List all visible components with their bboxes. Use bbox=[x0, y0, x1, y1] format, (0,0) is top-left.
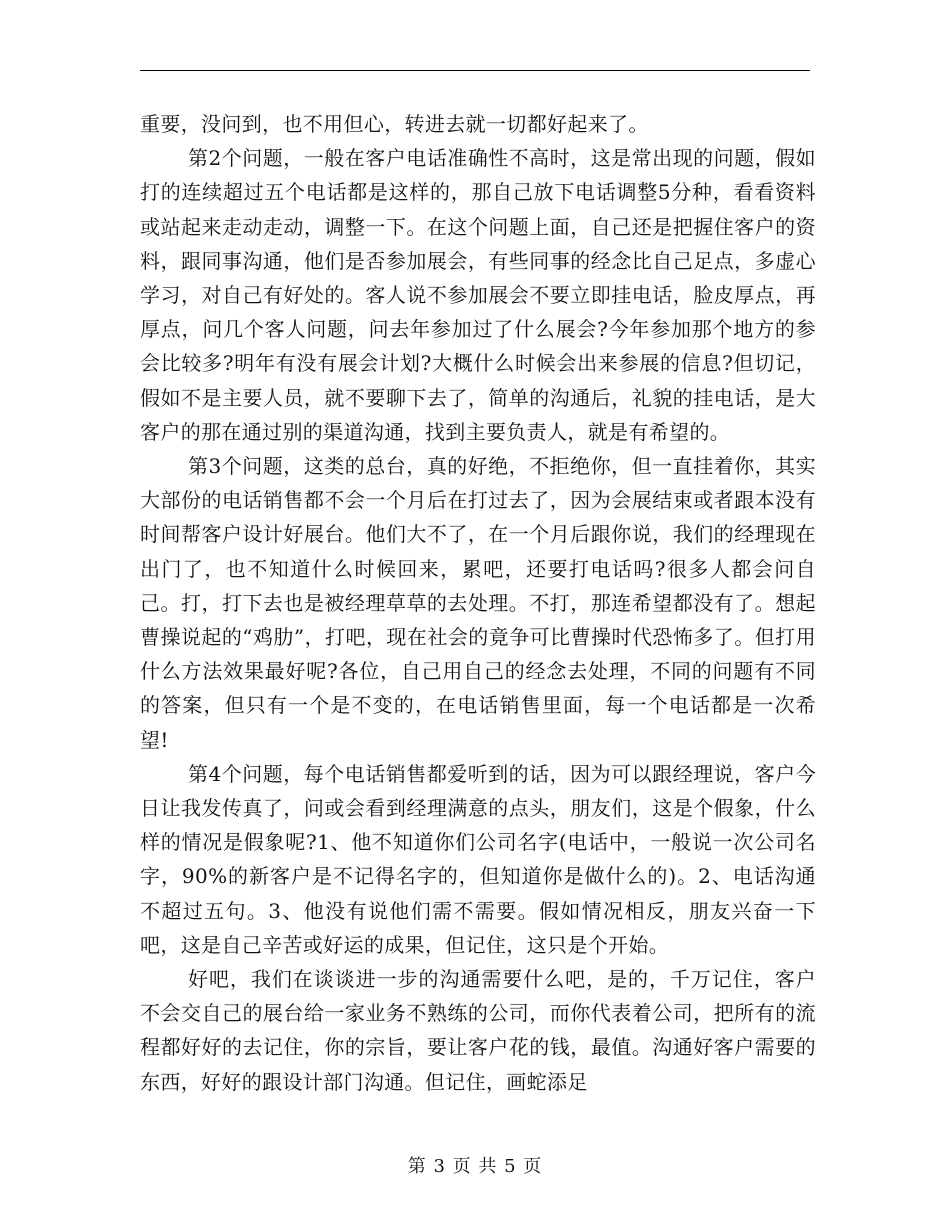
paragraph: 重要，没问到，也不用但心，转进去就一切都好起来了。 bbox=[140, 112, 649, 136]
page-number-footer: 第 3 页 共 5 页 bbox=[407, 1156, 543, 1177]
document-body bbox=[140, 107, 816, 1099]
paragraph: 第4个问题，每个电话销售都爱听到的话，因为可以跟经理说，客户今日让我发传真了，问或会看到经理满意的点头，朋友们，这是个假象，什么样的情况是假象呢?1、他不知道你们公司名字(电话中，一般说一次公司名字，90%的新客户是不记得名字的，但知道你是做什么的)。2、电话沟通不超过五句。3、他没有说他们需不需要。假如情况相反，朋友兴奋一下吧，这是自己辛苦或好运的成果，但记住，这只是个开始。 bbox=[140, 761, 816, 957]
paragraph: 第3个问题，这类的总台，真的好绝，不拒绝你，但一直挂着你，其实大部份的电话销售都不会一个月后在打过去了，因为会展结束或者跟本没有时间帮客户设计好展台。他们大不了，在一个月后跟你说，我们的经理现在出门了，也不知道什么时候回来，累吧，还要打电话吗?很多人都会问自己。打，打下去也是被经理草草的去处理。不打，那连希望都没有了。想起曹操说起的“鸡肋”，打吧，现在社会的竟争可比曹操时代恐怖多了。但打用什么方法效果最好呢?各位，自己用自己的经念去处理，不同的问题有不同的答案，但只有一个是不变的，在电话销售里面，每一个电话都是一次希望! bbox=[140, 454, 816, 752]
paragraph: 第2个问题，一般在客户电话准确性不高时，这是常出现的问题，假如打的连续超过五个电话都是这样的，那自己放下电话调整5分种，看看资料或站起来走动走动，调整一下。在这个问题上面，自己还是把握住客户的资料，跟同事沟通，他们是否参加展会，有些同事的经念比自己足点，多虚心学习，对自己有好处的。客人说不参加展会不要立即挂电话，脸皮厚点，再厚点，问几个客人问题，问去年参加过了什么展会?今年参加那个地方的参会比较多?明年有没有展会计划?大概什么时候会出来参展的信息?但切记，假如不是主要人员，就不要聊下去了，简单的沟通后，礼貌的挂电话，是大客户的那在通过别的渠道沟通，找到主要负责人，就是有希望的。 bbox=[140, 146, 816, 444]
paragraph: 好吧，我们在谈谈进一步的沟通需要什么吧，是的，千万记住，客户不会交自己的展台给一家业务不熟练的公司，而你代表着公司，把所有的流程都好好的去记住，你的宗旨，要让客户花的钱，最值。沟通好客户需要的东西，好好的跟设计部门沟通。但记住，画蛇添足 bbox=[140, 967, 816, 1094]
header-rule bbox=[140, 70, 810, 71]
